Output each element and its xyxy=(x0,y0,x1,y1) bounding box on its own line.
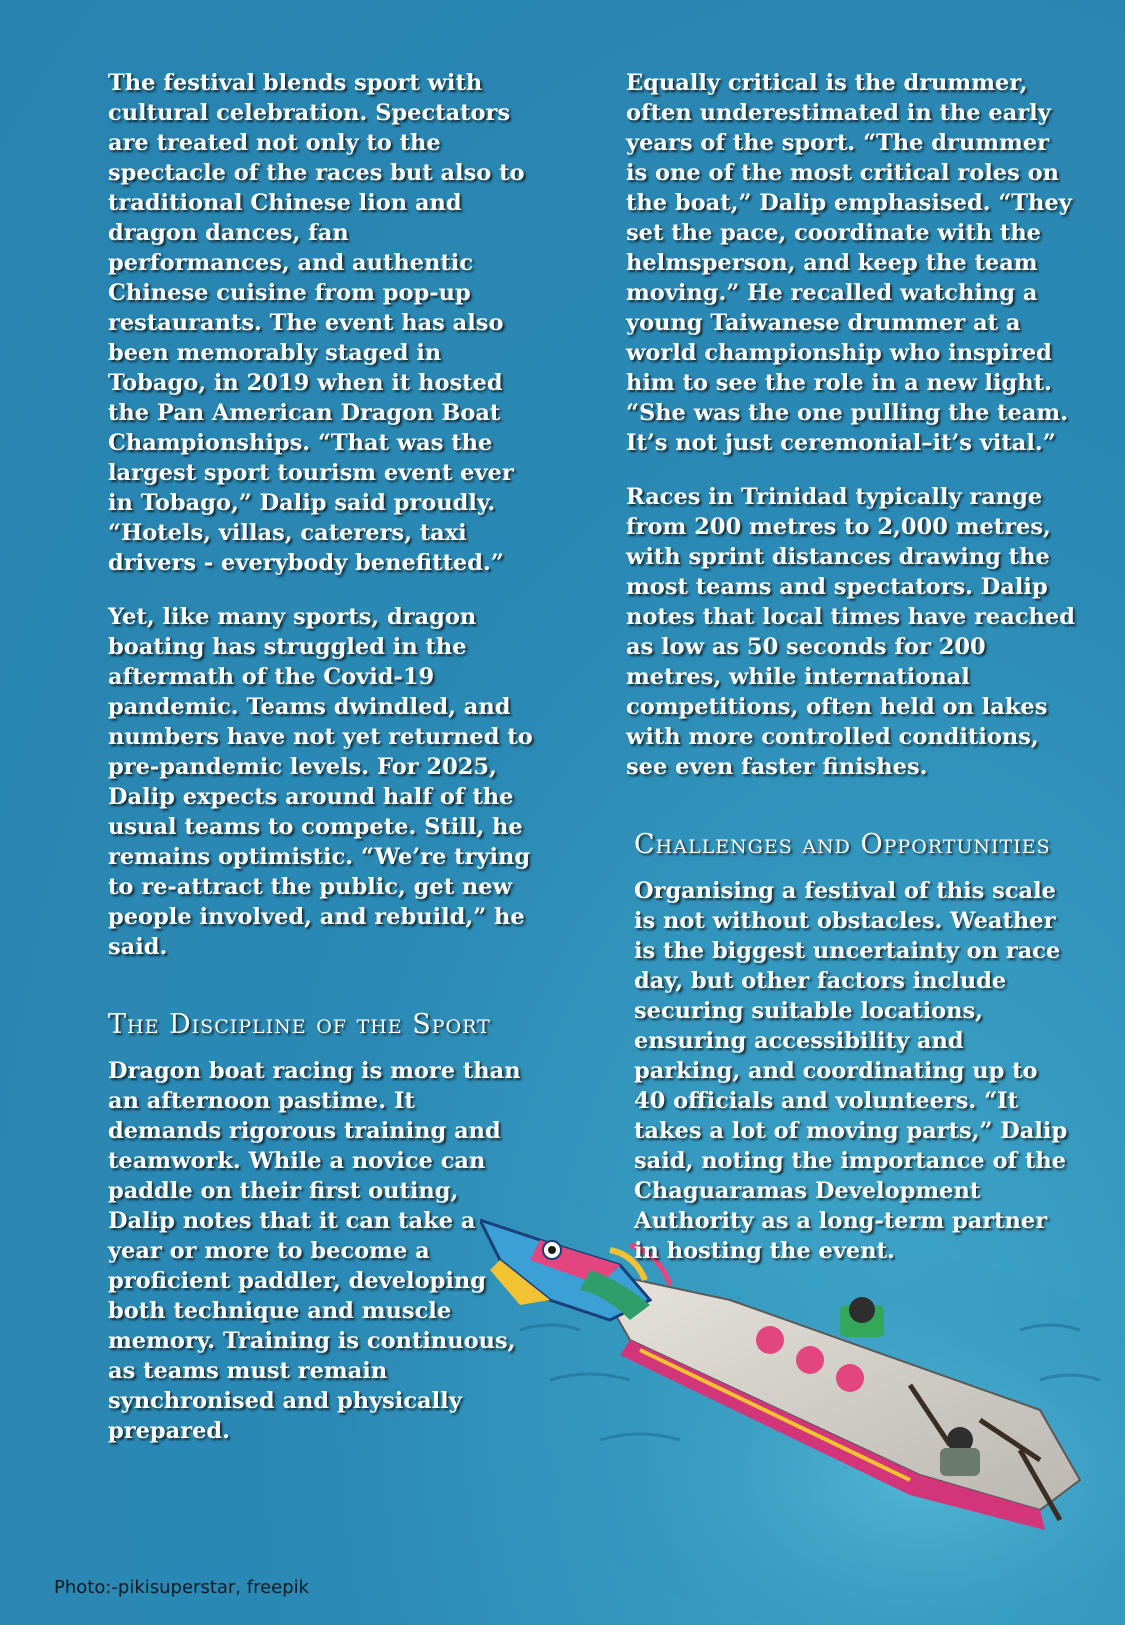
right-paragraph-drummer: Equally critical is the drummer, often underestimated in the early years of the sport. “The drummer is one of the most critical roles on the boat,” Dalip emphasised. “They set the pace, coordinate with the helmsperson, and keep the team moving.” He recalled watching a young Taiwanese drummer at a world championship who inspired him to see the role in a new light. “She was the one pulling the team. It’s not just ceremonial–it’s vital.” xyxy=(626,70,1072,456)
left-paragraph-discipline: Dragon boat racing is more than an afternoon pastime. It demands rigorous training and teamwork. While a novice can paddle on their first outing, Dalip notes that it can take a year or more to become a proficient paddler, developing both technique and muscle memory. Training is continuous, as teams must remain synchronised and physically prepared. xyxy=(108,1058,521,1444)
right-paragraph-challenges: Organising a festival of this scale is not without obstacles. Weather is the biggest uncertainty on race day, but other factors include securing suitable locations, ensuring accessibility and parking, and coordinating up to 40 officials and volunteers. “It takes a lot of moving parts,” Dalip said, noting the importance of the Chaguaramas Development Authority as a long-term partner in hosting the event. xyxy=(634,878,1068,1264)
left-column xyxy=(108,68,533,1470)
photo-credit: Photo:-pikisuperstar, freepik xyxy=(54,1577,310,1598)
heading-challenges: Challenges and Opportunities xyxy=(634,829,1051,860)
right-column xyxy=(626,68,1076,1290)
left-paragraph-festival: The festival blends sport with cultural celebration. Spectators are treated not only to the spectacle of the races but also to traditional Chinese lion and dragon dances, fan performances, and authentic Chinese cuisine from pop-up restaurants. The event has also been memorably staged in Tobago, in 2019 when it hosted the Pan American Dragon Boat Championships. “That was the largest sport tourism event ever in Tobago,” Dalip said proudly. “Hotels, villas, caterers, taxi drivers - everybody benefitted.” xyxy=(108,70,525,576)
heading-discipline: The Discipline of the Sport xyxy=(108,1009,491,1040)
right-paragraph-races: Races in Trinidad typically range from 200 metres to 2,000 metres, with sprint distances drawing the most teams and spectators. Dalip notes that local times have reached as low as 50 seconds for 200 metres, while international competitions, often held on lakes with more controlled conditions, see even faster finishes. xyxy=(626,484,1075,780)
left-paragraph-pandemic: Yet, like many sports, dragon boating has struggled in the aftermath of the Covid-19 pandemic. Teams dwindled, and numbers have not yet returned to pre-pandemic levels. For 2025, Dalip expects around half of the usual teams to compete. Still, he remains optimistic. “We’re trying to re-attract the public, get new people involved, and rebuild,” he said. xyxy=(108,604,533,960)
